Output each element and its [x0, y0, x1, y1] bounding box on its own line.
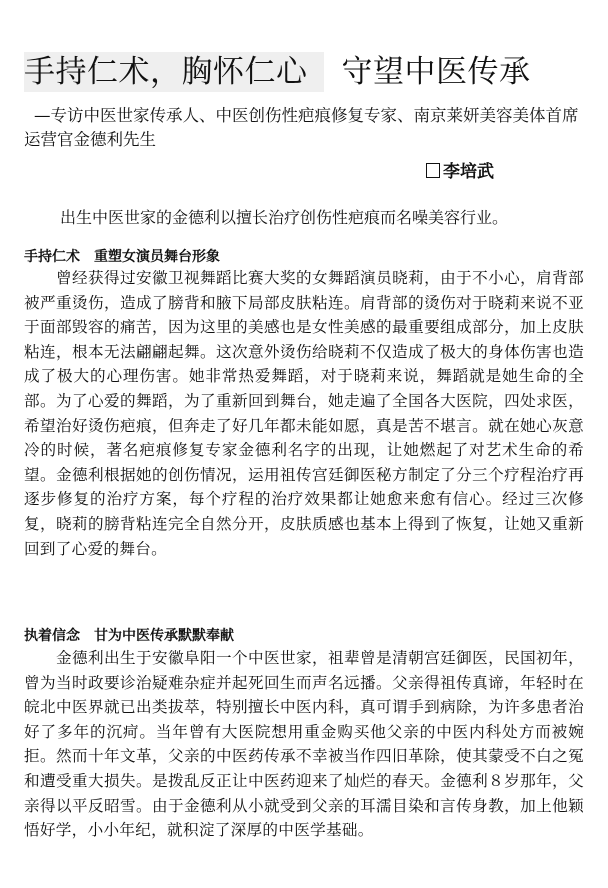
section-heading-2-part-1: 执着信念: [24, 628, 80, 644]
subtitle-text: —专访中医世家传承人、中医创伤性疤痕修复专家、南京莱妍美容美体首席运营官金德利先生: [24, 106, 579, 149]
author-byline: [426, 160, 494, 184]
section-body-2: 金德利出生于安徽阜阳一个中医世家，祖辈曾是清朝宫廷御医，民国初年，曾为当时政要诊治疑难杂症并起死回生而声名远播。父亲得祖传真谛，年轻时在皖北中医界就已出类拔萃，特别擅长中医内科，真可谓手到病除，为许多患者治好了多年的沉疴。当年曾有大医院想用重金购买他父亲的中医内科处方而被婉拒。然而十年文革，父亲的中医药传承不幸被当作四旧革除，使其蒙受不白之冤和遭受重大损失。是拨乱反正让中医药迎来了灿烂的春天。金德利８岁那年，父亲得以平反昭雪。由于金德利从小就受到父亲的耳濡目染和言传身教，加上他颖悟好学，小小年纪，就积淀了深厚的中医学基础。: [24, 649, 584, 840]
title-part-1: 手持仁术，胸怀仁心: [24, 54, 308, 90]
article-title: [24, 52, 584, 92]
lead-paragraph: 出生中医世家的金德利以擅长治疗创伤性疤痕而名噪美容行业。: [60, 208, 509, 227]
section-heading-2: [24, 626, 234, 646]
byline-box-icon: [426, 163, 440, 178]
section-heading-2-part-2: 甘为中医传承默默奉献: [94, 628, 234, 644]
author-name: 李培武: [443, 162, 494, 182]
article-subtitle: [24, 104, 584, 152]
section-body-1: 曾经获得过安徽卫视舞蹈比赛大奖的女舞蹈演员晓莉，由于不小心，肩背部被严重烫伤，造成了膀背和腋下局部皮肤粘连。肩背部的烫伤对于晓莉来说不亚于面部毁容的痛苦，因为这里的美感也是女性美感的最重要组成部分，加上皮肤粘连，根本无法翩翩起舞。这次意外烫伤给晓莉不仅造成了极大的身体伤害也造成了极大的心理伤害。她非常热爱舞蹈，对于晓莉来说，舞蹈就是她生命的全部。为了心爱的舞蹈，为了重新回到舞台，她走遍了全国各大医院，四处求医，希望治好烫伤疤痕，但奔走了好几年都未能如愿，真是苦不堪言。就在她心灰意冷的时候，著名疤痕修复专家金德利名字的出现，让她燃起了对艺术生命的希望。金德利根据她的创伤情况，运用祖传宫廷御医秘方制定了分三个疗程治疗再逐步修复的治疗方案，每个疗程的治疗效果都让她愈来愈有信心。经过三次修复，晓莉的膀背粘连完全自然分开，皮肤质感也基本上得到了恢复，让她又重新回到了心爱的舞台。: [24, 269, 584, 558]
section-heading-1-part-2: 重塑女演员舞台形象: [94, 249, 220, 265]
title-part-2: 守望中医传承: [341, 54, 531, 90]
section-heading-1-part-1: 手持仁术: [24, 249, 80, 265]
section-heading-1: [24, 247, 220, 267]
